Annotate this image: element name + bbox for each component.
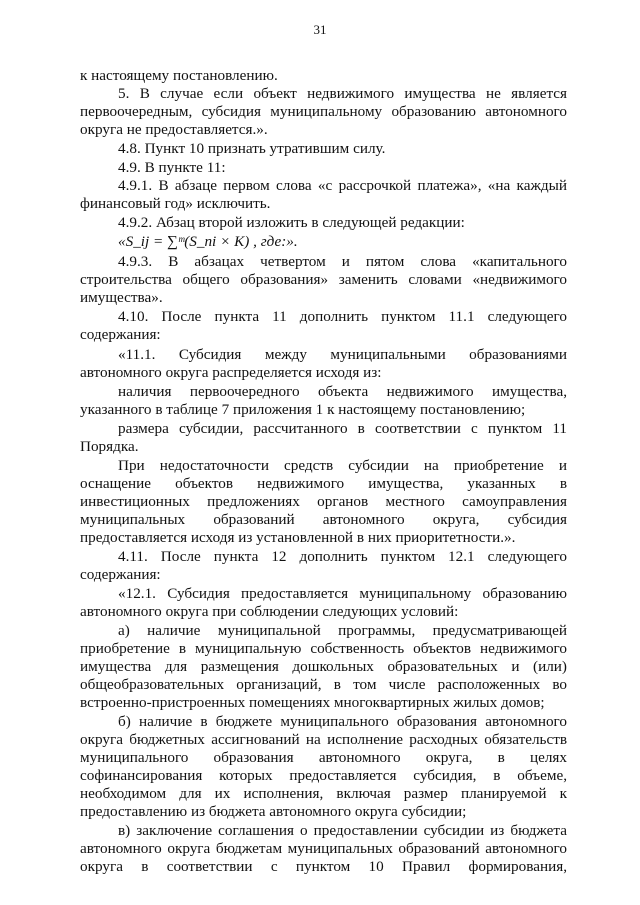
text-line: оснащение объектов недвижимого имущества, указанных в	[80, 475, 567, 492]
text-line: 5. В случае если объект недвижимого имущества не является	[118, 85, 567, 102]
text-line: встроенно-пристроенных помещениях многоквартирных жилых домов;	[80, 694, 545, 711]
text-line: а) наличие муниципальной программы, предусматривающей	[118, 622, 567, 639]
text-line: имущества для размещения дошкольных образовательных и (или)	[80, 658, 567, 675]
text-line: предоставлению из бюджета автономного округа субсидии;	[80, 803, 467, 820]
formula-line: «S_ij = ∑ᵐ(S_ni × K) , где:».	[118, 233, 298, 250]
text-line: 4.8. Пункт 10 признать утратившим силу.	[118, 140, 386, 157]
text-line: автономного округа бюджетам муниципальных образований автономного	[80, 840, 567, 857]
text-line: наличия первоочередного объекта недвижимого имущества,	[118, 383, 567, 400]
text-line: При недостаточности средств субсидии на приобретение и	[118, 457, 567, 474]
text-line: б) наличие в бюджете муниципального образования автономного	[118, 713, 567, 730]
text-line: размера субсидии, рассчитанного в соответствии с пунктом 11	[118, 420, 567, 437]
text-line: автономного округа распределяется исходя из:	[80, 364, 382, 381]
text-line: 4.9.2. Абзац второй изложить в следующей редакции:	[118, 214, 465, 231]
text-line: округа бюджетных ассигнований на исполнение расходных обязательств	[80, 731, 567, 748]
text-line: округа в соответствии с пунктом 10 Правил формирования,	[80, 858, 567, 875]
text-line: «12.1. Субсидия предоставляется муниципальному образованию	[118, 585, 567, 602]
text-line: к настоящему постановлению.	[80, 67, 278, 84]
text-line: 4.11. После пункта 12 дополнить пунктом 12.1 следующего	[118, 548, 567, 565]
text-line: Порядка.	[80, 438, 139, 455]
text-line: общеобразовательных организаций, в том числе расположенных во	[80, 676, 567, 693]
text-line: необходимом для их исполнения, включая размер планируемой к	[80, 785, 567, 802]
text-line: инвестиционных предложениях органов местного самоуправления	[80, 493, 567, 510]
text-line: 4.9.3. В абзацах четвертом и пятом слова «капитального	[118, 253, 567, 270]
text-line: предоставляется исходя из установленной в них приоритетности.».	[80, 529, 516, 546]
text-line: «11.1. Субсидия между муниципальными образованиями	[118, 346, 567, 363]
text-line: муниципального образования автономного округа, в целях	[80, 749, 567, 766]
text-line: указанного в таблице 7 приложения 1 к настоящему постановлению;	[80, 401, 526, 418]
text-line: 4.10. После пункта 11 дополнить пунктом 11.1 следующего	[118, 308, 567, 325]
text-line: 4.9.1. В абзаце первом слова «с рассрочкой платежа», «на каждый	[118, 177, 567, 194]
text-line: первоочередным, субсидия муниципальному образованию автономного	[80, 103, 567, 120]
text-line: приобретение в муниципальную собственность объектов недвижимого	[80, 640, 567, 657]
text-line: 4.9. В пункте 11:	[118, 159, 226, 176]
text-line: в) заключение соглашения о предоставлении субсидии из бюджета	[118, 822, 567, 839]
text-line: содержания:	[80, 326, 161, 343]
text-line: строительства общего образования» заменить словами «недвижимого	[80, 271, 567, 288]
text-line: округа не предоставляется.».	[80, 121, 268, 138]
text-line: финансовый год» исключить.	[80, 195, 271, 212]
text-line: имущества».	[80, 289, 163, 306]
text-line: содержания:	[80, 566, 161, 583]
text-line: софинансирования которых предоставляется субсидия, в объеме,	[80, 767, 567, 784]
text-line: автономного округа при соблюдении следующих условий:	[80, 603, 459, 620]
text-line: муниципальных образований автономного округа, субсидия	[80, 511, 567, 528]
page-number: 31	[313, 22, 327, 37]
